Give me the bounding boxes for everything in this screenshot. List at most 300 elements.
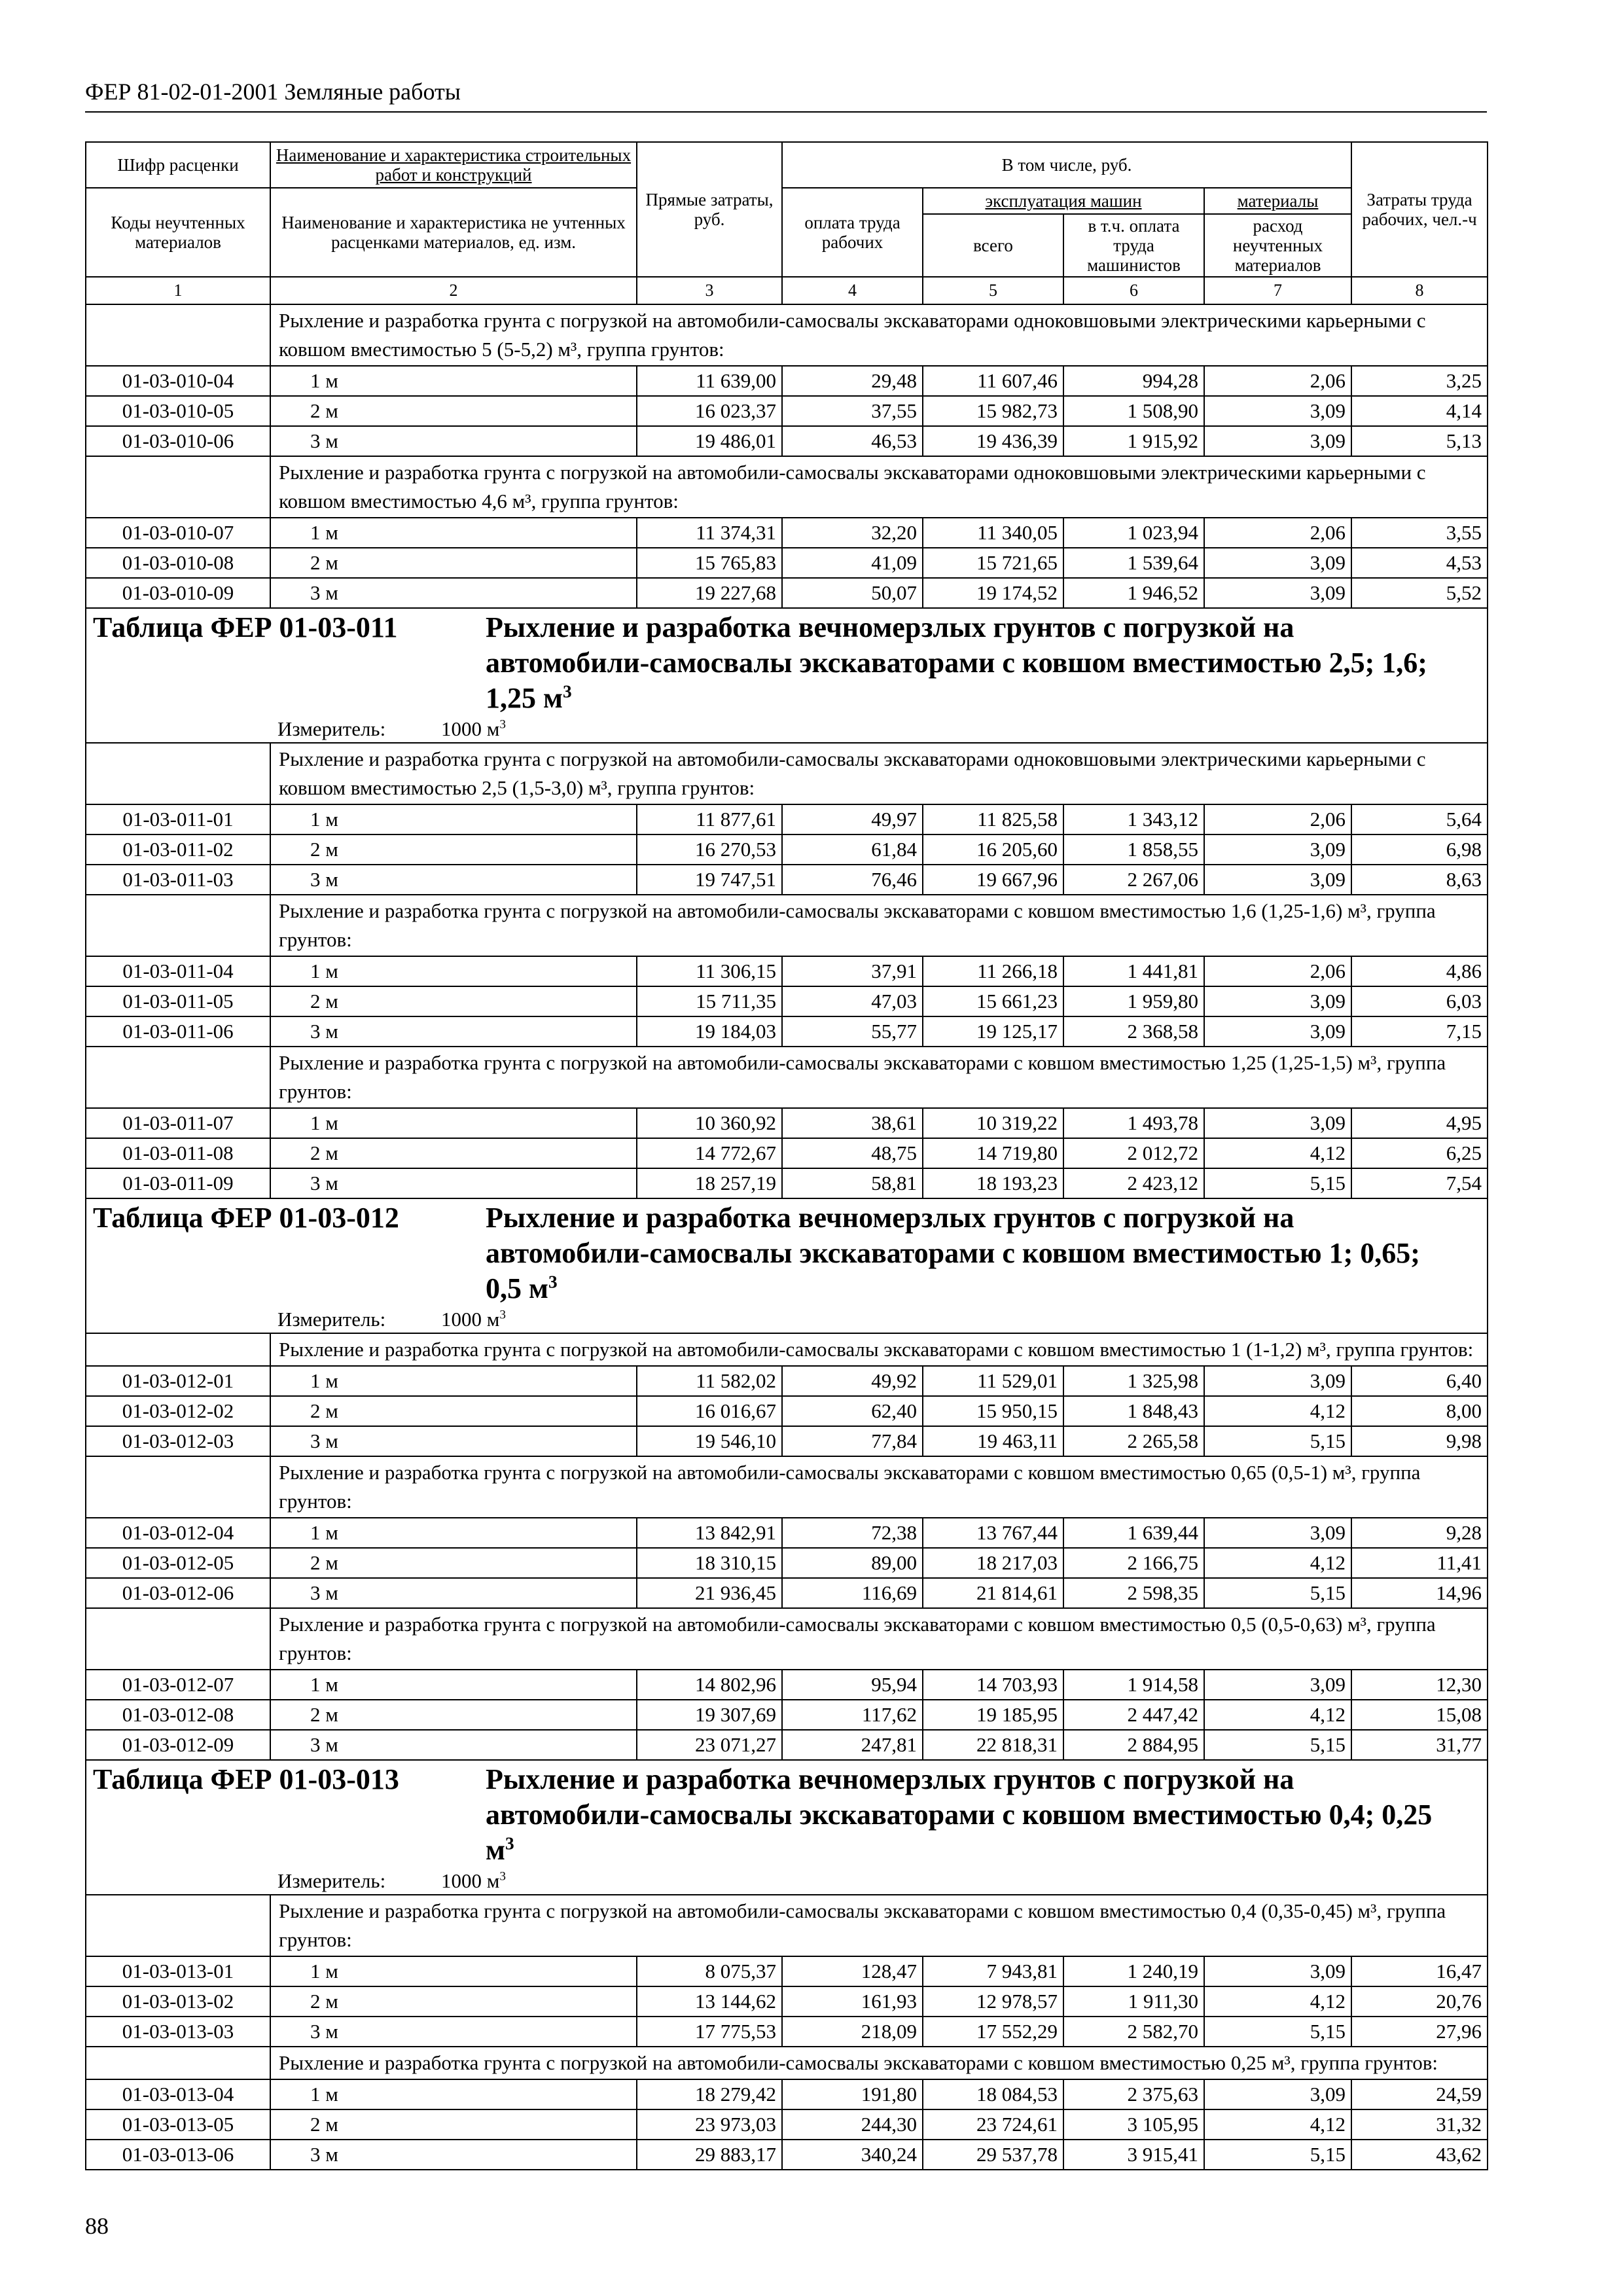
empty-cell — [86, 1456, 270, 1518]
direct-costs-cell: 13 842,91 — [637, 1518, 782, 1548]
direct-costs-cell: 11 374,31 — [637, 518, 782, 548]
group-description: Рыхление и разработка грунта с погрузкой на автомобили-самосвалы экскаваторами одноковшовыми электрическими карьерными с ковшом вместимостью 5 (5-5,2) м³, группа грунтов: — [270, 304, 1488, 366]
direct-costs-cell: 16 016,67 — [637, 1396, 782, 1426]
table-row — [86, 366, 1488, 396]
wages-cell: 128,47 — [782, 1956, 923, 1986]
rate-code-cell: 01-03-012-02 — [86, 1396, 270, 1426]
direct-costs-cell: 19 307,69 — [637, 1700, 782, 1730]
direct-costs-cell: 11 306,15 — [637, 956, 782, 986]
rate-code-cell: 01-03-010-06 — [86, 426, 270, 456]
soil-group-cell: 1 м — [270, 1518, 637, 1548]
materials-cell: 2,06 — [1204, 956, 1351, 986]
wages-cell: 32,20 — [782, 518, 923, 548]
table-title — [486, 1762, 1441, 1868]
rate-code-cell: 01-03-012-03 — [86, 1426, 270, 1456]
rates-table — [85, 141, 1488, 2170]
wages-cell: 72,38 — [782, 1518, 923, 1548]
measure-label: Измеритель: — [277, 717, 386, 740]
direct-costs-cell: 13 144,62 — [637, 1986, 782, 2017]
direct-costs-cell: 23 071,27 — [637, 1730, 782, 1760]
measure-line — [93, 716, 1480, 742]
section-title-cell — [86, 608, 1488, 743]
labor-costs-cell: 6,03 — [1351, 986, 1488, 1016]
rate-code-cell: 01-03-012-01 — [86, 1366, 270, 1396]
group-description-row — [86, 1608, 1488, 1670]
direct-costs-cell: 19 227,68 — [637, 578, 782, 608]
materials-cell: 5,15 — [1204, 1578, 1351, 1608]
labor-costs-cell: 5,64 — [1351, 804, 1488, 834]
wages-cell: 116,69 — [782, 1578, 923, 1608]
measure-label: Измеритель: — [277, 1869, 386, 1892]
group-description-row — [86, 1456, 1488, 1518]
superscript: 3 — [505, 1833, 514, 1854]
machines-total-cell: 13 767,44 — [923, 1518, 1063, 1548]
column-number: 8 — [1351, 277, 1488, 304]
table-row — [86, 1168, 1488, 1198]
labor-costs-cell: 4,14 — [1351, 396, 1488, 426]
machine-wages-cell: 1 343,12 — [1063, 804, 1204, 834]
table-section-header — [86, 608, 1488, 743]
table-row — [86, 1956, 1488, 1986]
empty-cell — [86, 456, 270, 518]
soil-group-cell: 1 м — [270, 518, 637, 548]
table-title — [486, 1200, 1441, 1306]
materials-cell: 3,09 — [1204, 1108, 1351, 1138]
table-row — [86, 1700, 1488, 1730]
machines-total-cell: 19 463,11 — [923, 1426, 1063, 1456]
wages-cell: 47,03 — [782, 986, 923, 1016]
header-material-codes: Коды неучтенных материалов — [86, 188, 270, 277]
group-description-row — [86, 1333, 1488, 1366]
labor-costs-cell: 15,08 — [1351, 1700, 1488, 1730]
machine-wages-cell: 3 105,95 — [1063, 2109, 1204, 2140]
materials-cell: 3,09 — [1204, 1366, 1351, 1396]
measure-value: 1000 м — [441, 1869, 500, 1892]
direct-costs-cell: 19 184,03 — [637, 1016, 782, 1047]
rate-code-cell: 01-03-011-02 — [86, 834, 270, 865]
wages-cell: 191,80 — [782, 2079, 923, 2109]
table-row — [86, 2140, 1488, 2170]
direct-costs-cell: 11 582,02 — [637, 1366, 782, 1396]
rate-code-cell: 01-03-011-03 — [86, 865, 270, 895]
machine-wages-cell: 1 914,58 — [1063, 1670, 1204, 1700]
table-row — [86, 1016, 1488, 1047]
labor-costs-cell: 16,47 — [1351, 1956, 1488, 1986]
rate-code-cell: 01-03-011-09 — [86, 1168, 270, 1198]
table-row — [86, 396, 1488, 426]
header-machines: эксплуатация машин — [923, 188, 1204, 214]
table-title — [486, 610, 1441, 716]
measure-line — [93, 1868, 1480, 1894]
soil-group-cell: 1 м — [270, 366, 637, 396]
labor-costs-cell: 31,32 — [1351, 2109, 1488, 2140]
labor-costs-cell: 7,54 — [1351, 1168, 1488, 1198]
machines-total-cell: 15 661,23 — [923, 986, 1063, 1016]
empty-cell — [86, 895, 270, 956]
materials-cell: 3,09 — [1204, 865, 1351, 895]
materials-cell: 4,12 — [1204, 1700, 1351, 1730]
wages-cell: 49,97 — [782, 804, 923, 834]
table-row — [86, 1396, 1488, 1426]
table-body — [86, 304, 1488, 2170]
header-labor: Затраты труда рабочих, чел.-ч — [1351, 142, 1488, 277]
rate-code-cell: 01-03-010-04 — [86, 366, 270, 396]
superscript: 3 — [499, 717, 506, 732]
table-section-header — [86, 1198, 1488, 1333]
table-row — [86, 986, 1488, 1016]
soil-group-cell: 1 м — [270, 1108, 637, 1138]
soil-group-cell: 2 м — [270, 1138, 637, 1168]
column-numbers-row — [86, 277, 1488, 304]
empty-cell — [86, 304, 270, 366]
table-title-text: Рыхление и разработка вечномерзлых грунтов с погрузкой на автомобили-самосвалы экскаваторами с ковшом вместимостью 1; 0,65; 0,5 м — [486, 1202, 1420, 1304]
machine-wages-cell: 1 848,43 — [1063, 1396, 1204, 1426]
measure-value: 1000 м — [441, 717, 500, 740]
soil-group-cell: 3 м — [270, 578, 637, 608]
header-machines-total: всего — [923, 214, 1063, 277]
machine-wages-cell: 1 946,52 — [1063, 578, 1204, 608]
table-row — [86, 1108, 1488, 1138]
wages-cell: 29,48 — [782, 366, 923, 396]
soil-group-cell: 2 м — [270, 548, 637, 578]
rate-code-cell: 01-03-010-07 — [86, 518, 270, 548]
table-header — [86, 142, 1488, 304]
header-direct-costs: Прямые затраты, руб. — [637, 142, 782, 277]
table-id: Таблица ФЕР 01-03-011 — [93, 611, 398, 643]
wages-cell: 55,77 — [782, 1016, 923, 1047]
machines-total-cell: 29 537,78 — [923, 2140, 1063, 2170]
labor-costs-cell: 11,41 — [1351, 1548, 1488, 1578]
table-row — [86, 1548, 1488, 1578]
empty-cell — [86, 743, 270, 804]
table-row — [86, 1670, 1488, 1700]
direct-costs-cell: 19 546,10 — [637, 1426, 782, 1456]
superscript: 3 — [499, 1308, 506, 1322]
header-material-names: Наименование и характеристика не учтенных расценками материалов, ед. изм. — [270, 188, 637, 277]
machine-wages-cell: 2 375,63 — [1063, 2079, 1204, 2109]
machine-wages-cell: 1 441,81 — [1063, 956, 1204, 986]
machine-wages-cell: 1 023,94 — [1063, 518, 1204, 548]
labor-costs-cell: 5,13 — [1351, 426, 1488, 456]
materials-cell: 5,15 — [1204, 2140, 1351, 2170]
rate-code-cell: 01-03-011-07 — [86, 1108, 270, 1138]
direct-costs-cell: 17 775,53 — [637, 2017, 782, 2047]
rate-code-cell: 01-03-011-08 — [86, 1138, 270, 1168]
machines-total-cell: 19 185,95 — [923, 1700, 1063, 1730]
wages-cell: 37,91 — [782, 956, 923, 986]
direct-costs-cell: 29 883,17 — [637, 2140, 782, 2170]
direct-costs-cell: 11 639,00 — [637, 366, 782, 396]
machines-total-cell: 18 193,23 — [923, 1168, 1063, 1198]
soil-group-cell: 2 м — [270, 2109, 637, 2140]
direct-costs-cell: 14 802,96 — [637, 1670, 782, 1700]
direct-costs-cell: 16 023,37 — [637, 396, 782, 426]
soil-group-cell: 2 м — [270, 1396, 637, 1426]
superscript: 3 — [562, 681, 572, 702]
rate-code-cell: 01-03-013-05 — [86, 2109, 270, 2140]
machines-total-cell: 23 724,61 — [923, 2109, 1063, 2140]
rate-code-cell: 01-03-011-06 — [86, 1016, 270, 1047]
direct-costs-cell: 15 765,83 — [637, 548, 782, 578]
machines-total-cell: 19 436,39 — [923, 426, 1063, 456]
machine-wages-cell: 994,28 — [1063, 366, 1204, 396]
table-row — [86, 1518, 1488, 1548]
labor-costs-cell: 43,62 — [1351, 2140, 1488, 2170]
wages-cell: 161,93 — [782, 1986, 923, 2017]
direct-costs-cell: 14 772,67 — [637, 1138, 782, 1168]
column-number: 6 — [1063, 277, 1204, 304]
soil-group-cell: 3 м — [270, 1730, 637, 1760]
table-row — [86, 578, 1488, 608]
labor-costs-cell: 4,53 — [1351, 548, 1488, 578]
table-row — [86, 1730, 1488, 1760]
empty-cell — [86, 1333, 270, 1366]
soil-group-cell: 3 м — [270, 426, 637, 456]
wages-cell: 244,30 — [782, 2109, 923, 2140]
labor-costs-cell: 3,55 — [1351, 518, 1488, 548]
header-rate-code: Шифр расценки — [86, 142, 270, 188]
direct-costs-cell: 16 270,53 — [637, 834, 782, 865]
soil-group-cell: 1 м — [270, 804, 637, 834]
table-row — [86, 1426, 1488, 1456]
table-row — [86, 2017, 1488, 2047]
machines-total-cell: 18 084,53 — [923, 2079, 1063, 2109]
machines-total-cell: 16 205,60 — [923, 834, 1063, 865]
table-row — [86, 2109, 1488, 2140]
column-number: 2 — [270, 277, 637, 304]
column-number: 1 — [86, 277, 270, 304]
page-number: 88 — [85, 2213, 109, 2239]
rate-code-cell: 01-03-011-05 — [86, 986, 270, 1016]
labor-costs-cell: 6,40 — [1351, 1366, 1488, 1396]
soil-group-cell: 3 м — [270, 2140, 637, 2170]
machine-wages-cell: 1 915,92 — [1063, 426, 1204, 456]
wages-cell: 58,81 — [782, 1168, 923, 1198]
group-description: Рыхление и разработка грунта с погрузкой на автомобили-самосвалы экскаваторами одноковшовыми электрическими карьерными с ковшом вместимостью 4,6 м³, группа грунтов: — [270, 456, 1488, 518]
materials-cell: 2,06 — [1204, 518, 1351, 548]
labor-costs-cell: 12,30 — [1351, 1670, 1488, 1700]
group-description: Рыхление и разработка грунта с погрузкой на автомобили-самосвалы экскаваторами с ковшом вместимостью 1 (1-1,2) м³, группа грунтов: — [270, 1333, 1488, 1366]
table-row — [86, 1366, 1488, 1396]
materials-cell: 4,12 — [1204, 1548, 1351, 1578]
materials-cell: 3,09 — [1204, 396, 1351, 426]
machines-total-cell: 19 667,96 — [923, 865, 1063, 895]
group-description: Рыхление и разработка грунта с погрузкой на автомобили-самосвалы экскаваторами с ковшом вместимостью 0,5 (0,5-0,63) м³, группа грунтов: — [270, 1608, 1488, 1670]
labor-costs-cell: 14,96 — [1351, 1578, 1488, 1608]
rate-code-cell: 01-03-012-07 — [86, 1670, 270, 1700]
empty-cell — [86, 1047, 270, 1108]
table-title-text: Рыхление и разработка вечномерзлых грунтов с погрузкой на автомобили-самосвалы экскаваторами с ковшом вместимостью 0,4; 0,25 м — [486, 1763, 1433, 1866]
section-title-cell — [86, 1198, 1488, 1333]
rate-code-cell: 01-03-013-01 — [86, 1956, 270, 1986]
direct-costs-cell: 15 711,35 — [637, 986, 782, 1016]
labor-costs-cell: 24,59 — [1351, 2079, 1488, 2109]
machine-wages-cell: 1 959,80 — [1063, 986, 1204, 1016]
direct-costs-cell: 23 973,03 — [637, 2109, 782, 2140]
rate-code-cell: 01-03-010-08 — [86, 548, 270, 578]
materials-cell: 4,12 — [1204, 1138, 1351, 1168]
empty-cell — [86, 1895, 270, 1956]
materials-cell: 3,09 — [1204, 548, 1351, 578]
wages-cell: 37,55 — [782, 396, 923, 426]
materials-cell: 4,12 — [1204, 2109, 1351, 2140]
table-section-header — [86, 1760, 1488, 1895]
rate-code-cell: 01-03-012-09 — [86, 1730, 270, 1760]
materials-cell: 3,09 — [1204, 1016, 1351, 1047]
machine-wages-cell: 2 265,58 — [1063, 1426, 1204, 1456]
machine-wages-cell: 2 582,70 — [1063, 2017, 1204, 2047]
wages-cell: 62,40 — [782, 1396, 923, 1426]
table-id: Таблица ФЕР 01-03-012 — [93, 1202, 399, 1234]
table-row — [86, 2079, 1488, 2109]
group-description-row — [86, 1047, 1488, 1108]
header-materials-sub: расход неучтенных материалов — [1204, 214, 1351, 277]
machines-total-cell: 11 607,46 — [923, 366, 1063, 396]
wages-cell: 247,81 — [782, 1730, 923, 1760]
machines-total-cell: 19 125,17 — [923, 1016, 1063, 1047]
machine-wages-cell: 1 858,55 — [1063, 834, 1204, 865]
running-header: ФЕР 81-02-01-2001 Земляные работы — [85, 72, 1487, 113]
labor-costs-cell: 31,77 — [1351, 1730, 1488, 1760]
machine-wages-cell: 2 598,35 — [1063, 1578, 1204, 1608]
soil-group-cell: 3 м — [270, 865, 637, 895]
wages-cell: 95,94 — [782, 1670, 923, 1700]
table-row — [86, 1578, 1488, 1608]
machines-total-cell: 14 719,80 — [923, 1138, 1063, 1168]
soil-group-cell: 3 м — [270, 2017, 637, 2047]
wages-cell: 218,09 — [782, 2017, 923, 2047]
group-description-row — [86, 304, 1488, 366]
direct-costs-cell: 8 075,37 — [637, 1956, 782, 1986]
machines-total-cell: 11 266,18 — [923, 956, 1063, 986]
wages-cell: 76,46 — [782, 865, 923, 895]
soil-group-cell: 2 м — [270, 1986, 637, 2017]
table-row — [86, 426, 1488, 456]
group-description: Рыхление и разработка грунта с погрузкой на автомобили-самосвалы экскаваторами с ковшом вместимостью 0,65 (0,5-1) м³, группа грунтов: — [270, 1456, 1488, 1518]
measure-value: 1000 м — [441, 1308, 500, 1331]
rate-code-cell: 01-03-012-06 — [86, 1578, 270, 1608]
wages-cell: 50,07 — [782, 578, 923, 608]
materials-cell: 3,09 — [1204, 1670, 1351, 1700]
table-row — [86, 956, 1488, 986]
machines-total-cell: 15 950,15 — [923, 1396, 1063, 1426]
header-materials: материалы — [1204, 188, 1351, 214]
machine-wages-cell: 2 884,95 — [1063, 1730, 1204, 1760]
measure-line — [93, 1306, 1480, 1333]
group-description-row — [86, 456, 1488, 518]
direct-costs-cell: 18 279,42 — [637, 2079, 782, 2109]
header-wages: оплата труда рабочих — [782, 188, 923, 277]
machine-wages-cell: 2 368,58 — [1063, 1016, 1204, 1047]
direct-costs-cell: 10 360,92 — [637, 1108, 782, 1138]
soil-group-cell: 2 м — [270, 986, 637, 1016]
soil-group-cell: 1 м — [270, 2079, 637, 2109]
direct-costs-cell: 18 310,15 — [637, 1548, 782, 1578]
machine-wages-cell: 2 166,75 — [1063, 1548, 1204, 1578]
materials-cell: 2,06 — [1204, 804, 1351, 834]
table-id: Таблица ФЕР 01-03-013 — [93, 1763, 399, 1795]
machine-wages-cell: 2 423,12 — [1063, 1168, 1204, 1198]
header-machine-wages: в т.ч. оплата труда машинистов — [1063, 214, 1204, 277]
column-number: 5 — [923, 277, 1063, 304]
rate-code-cell: 01-03-013-04 — [86, 2079, 270, 2109]
machines-total-cell: 12 978,57 — [923, 1986, 1063, 2017]
wages-cell: 48,75 — [782, 1138, 923, 1168]
labor-costs-cell: 9,98 — [1351, 1426, 1488, 1456]
column-number: 3 — [637, 277, 782, 304]
rate-code-cell: 01-03-010-05 — [86, 396, 270, 426]
header-work-name: Наименование и характеристика строительных работ и конструкций — [270, 142, 637, 188]
machine-wages-cell: 3 915,41 — [1063, 2140, 1204, 2170]
soil-group-cell: 3 м — [270, 1578, 637, 1608]
group-description-row — [86, 1895, 1488, 1956]
labor-costs-cell: 4,86 — [1351, 956, 1488, 986]
rate-code-cell: 01-03-011-04 — [86, 956, 270, 986]
wages-cell: 340,24 — [782, 2140, 923, 2170]
machine-wages-cell: 1 240,19 — [1063, 1956, 1204, 1986]
table-row — [86, 548, 1488, 578]
direct-costs-cell: 19 486,01 — [637, 426, 782, 456]
wages-cell: 38,61 — [782, 1108, 923, 1138]
measure-label: Измеритель: — [277, 1308, 386, 1331]
labor-costs-cell: 8,63 — [1351, 865, 1488, 895]
soil-group-cell: 2 м — [270, 834, 637, 865]
header-including: В том числе, руб. — [782, 142, 1351, 188]
machines-total-cell: 15 721,65 — [923, 548, 1063, 578]
machines-total-cell: 7 943,81 — [923, 1956, 1063, 1986]
rate-code-cell: 01-03-013-03 — [86, 2017, 270, 2047]
wages-cell: 117,62 — [782, 1700, 923, 1730]
materials-cell: 5,15 — [1204, 1168, 1351, 1198]
materials-cell: 3,09 — [1204, 2079, 1351, 2109]
labor-costs-cell: 20,76 — [1351, 1986, 1488, 2017]
machines-total-cell: 15 982,73 — [923, 396, 1063, 426]
direct-costs-cell: 18 257,19 — [637, 1168, 782, 1198]
soil-group-cell: 1 м — [270, 1956, 637, 1986]
labor-costs-cell: 3,25 — [1351, 366, 1488, 396]
wages-cell: 77,84 — [782, 1426, 923, 1456]
group-description: Рыхление и разработка грунта с погрузкой на автомобили-самосвалы экскаваторами с ковшом вместимостью 1,25 (1,25-1,5) м³, группа грунтов: — [270, 1047, 1488, 1108]
table-title-text: Рыхление и разработка вечномерзлых грунтов с погрузкой на автомобили-самосвалы экскаваторами с ковшом вместимостью 2,5; 1,6; 1,25 м — [486, 611, 1427, 714]
rate-code-cell: 01-03-012-05 — [86, 1548, 270, 1578]
superscript: 3 — [548, 1272, 558, 1292]
materials-cell: 2,06 — [1204, 366, 1351, 396]
soil-group-cell: 2 м — [270, 396, 637, 426]
machine-wages-cell: 1 325,98 — [1063, 1366, 1204, 1396]
direct-costs-cell: 11 877,61 — [637, 804, 782, 834]
table-row — [86, 1986, 1488, 2017]
direct-costs-cell: 19 747,51 — [637, 865, 782, 895]
column-number: 4 — [782, 277, 923, 304]
materials-cell: 3,09 — [1204, 426, 1351, 456]
wages-cell: 49,92 — [782, 1366, 923, 1396]
materials-cell: 3,09 — [1204, 578, 1351, 608]
column-number: 7 — [1204, 277, 1351, 304]
materials-cell: 3,09 — [1204, 834, 1351, 865]
rate-code-cell: 01-03-010-09 — [86, 578, 270, 608]
wages-cell: 41,09 — [782, 548, 923, 578]
labor-costs-cell: 4,95 — [1351, 1108, 1488, 1138]
group-description: Рыхление и разработка грунта с погрузкой на автомобили-самосвалы экскаваторами с ковшом вместимостью 1,6 (1,25-1,6) м³, группа грунтов: — [270, 895, 1488, 956]
group-description-row — [86, 743, 1488, 804]
machines-total-cell: 18 217,03 — [923, 1548, 1063, 1578]
machines-total-cell: 10 319,22 — [923, 1108, 1063, 1138]
labor-costs-cell: 8,00 — [1351, 1396, 1488, 1426]
table-row — [86, 1138, 1488, 1168]
materials-cell: 3,09 — [1204, 986, 1351, 1016]
rate-code-cell: 01-03-013-02 — [86, 1986, 270, 2017]
labor-costs-cell: 9,28 — [1351, 1518, 1488, 1548]
